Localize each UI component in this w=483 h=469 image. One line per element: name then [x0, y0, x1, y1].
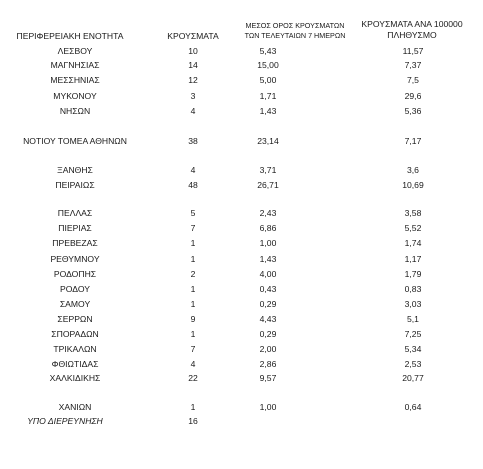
case-count: 7	[190, 344, 196, 354]
region-name: ΜΥΚΟΝΟΥ	[53, 91, 97, 101]
seven-day-average: 5,43	[259, 46, 277, 56]
region-name: ΣΕΡΡΩΝ	[57, 314, 93, 324]
table-row	[0, 164, 483, 176]
case-count: 1	[190, 299, 196, 309]
table-row	[0, 237, 483, 249]
seven-day-average: 1,00	[259, 238, 277, 248]
table-row	[0, 298, 483, 310]
table-row-under-investigation	[0, 415, 483, 427]
cases-per-100000: 3,58	[404, 208, 422, 218]
table-row	[0, 74, 483, 86]
case-count: 1	[190, 329, 196, 339]
header-region: ΠΕΡΙΦΕΡΕΙΑΚΗ ΕΝΟΤΗΤΑ	[16, 31, 124, 41]
region-name: ΤΡΙΚΑΛΩΝ	[53, 344, 97, 354]
header-cases-per-100000	[350, 19, 474, 41]
region-name: ΦΘΙΩΤΙΔΑΣ	[51, 359, 99, 369]
cases-per-100000: 7,37	[404, 60, 422, 70]
table-row	[0, 372, 483, 384]
region-name: ΝΟΤΙΟΥ ΤΟΜΕΑ ΑΘΗΝΩΝ	[23, 136, 127, 146]
header-seven-day-average-line1: ΜΕΣΟΣ ΟΡΟΣ ΚΡΟΥΣΜΑΤΩΝ	[245, 21, 345, 30]
case-count: 1	[190, 284, 196, 294]
table-row	[0, 179, 483, 191]
cases-per-100000: 2,53	[404, 359, 422, 369]
cases-per-100000: 1,79	[404, 269, 422, 279]
case-count: 1	[190, 238, 196, 248]
cases-per-100000: 3,03	[404, 299, 422, 309]
table-row	[0, 222, 483, 234]
region-name: ΠΕΛΛΑΣ	[57, 208, 93, 218]
cases-per-100000: 1,74	[404, 238, 422, 248]
seven-day-average: 4,00	[259, 269, 277, 279]
header-seven-day-average-line2: ΤΩΝ ΤΕΛΕΥΤΑΙΩΝ 7 ΗΜΕΡΩΝ	[244, 31, 346, 40]
cases-per-100000: 7,5	[407, 75, 419, 85]
seven-day-average: 9,57	[259, 373, 277, 383]
table-row	[0, 45, 483, 57]
table-row	[0, 358, 483, 370]
case-count: 48	[188, 180, 198, 190]
region-name: ΜΑΓΝΗΣΙΑΣ	[50, 60, 100, 70]
table-row	[0, 328, 483, 340]
seven-day-average: 0,29	[259, 329, 277, 339]
case-count: 5	[190, 208, 196, 218]
cases-per-100000: 7,17	[404, 136, 422, 146]
table-row	[0, 343, 483, 355]
seven-day-average: 2,00	[259, 344, 277, 354]
seven-day-average: 1,71	[259, 91, 277, 101]
region-name: ΡΟΔΟΠΗΣ	[53, 269, 97, 279]
header-seven-day-average	[230, 21, 360, 41]
case-count: 1	[190, 402, 196, 412]
cases-per-100000: 1,17	[404, 254, 422, 264]
seven-day-average: 2,86	[259, 359, 277, 369]
seven-day-average: 5,00	[259, 75, 277, 85]
cases-per-100000: 5,34	[404, 344, 422, 354]
header-cases: ΚΡΟΥΣΜΑΤΑ	[167, 31, 219, 41]
region-name: ΜΕΣΣΗΝΙΑΣ	[50, 75, 100, 85]
header-cases-per-100000-line2: ΠΛΗΘΥΣΜΟ	[387, 30, 437, 40]
seven-day-average: 6,86	[259, 223, 277, 233]
case-count: 4	[190, 106, 196, 116]
cases-per-100000: 3,6	[407, 165, 419, 175]
table-row	[0, 59, 483, 71]
seven-day-average: 1,43	[259, 106, 277, 116]
case-count: 7	[190, 223, 196, 233]
table-row	[0, 283, 483, 295]
table-row	[0, 135, 483, 147]
table-row	[0, 268, 483, 280]
region-name: ΝΗΣΩΝ	[59, 106, 91, 116]
cases-per-100000: 10,69	[402, 180, 424, 190]
cases-per-100000: 5,36	[404, 106, 422, 116]
cases-per-100000: 20,77	[402, 373, 424, 383]
seven-day-average: 1,43	[259, 254, 277, 264]
cases-per-100000: 7,25	[404, 329, 422, 339]
region-name: ΣΠΟΡΑΔΩΝ	[51, 329, 99, 339]
region-name: ΡΕΘΥΜΝΟΥ	[50, 254, 100, 264]
case-count: 2	[190, 269, 196, 279]
table-row	[0, 105, 483, 117]
case-count: 16	[188, 416, 198, 426]
case-count: 4	[190, 359, 196, 369]
case-count: 1	[190, 254, 196, 264]
case-count: 10	[188, 46, 198, 56]
table-row	[0, 313, 483, 325]
case-count: 12	[188, 75, 198, 85]
seven-day-average: 26,71	[257, 180, 279, 190]
table-row	[0, 90, 483, 102]
seven-day-average: 0,43	[259, 284, 277, 294]
table-row	[0, 253, 483, 265]
region-name: ΧΑΛΚΙΔΙΚΗΣ	[49, 373, 101, 383]
header-cases-per-100000-line1: ΚΡΟΥΣΜΑΤΑ ΑΝΑ 100000	[361, 19, 463, 29]
seven-day-average: 1,00	[259, 402, 277, 412]
region-name: ΧΑΝΙΩΝ	[58, 402, 92, 412]
region-name: ΠΕΙΡΑΙΩΣ	[55, 180, 95, 190]
region-name: ΠΙΕΡΙΑΣ	[58, 223, 92, 233]
seven-day-average: 3,71	[259, 165, 277, 175]
seven-day-average: 4,43	[259, 314, 277, 324]
case-count: 9	[190, 314, 196, 324]
cases-per-100000: 5,1	[407, 314, 419, 324]
table-row	[0, 401, 483, 413]
case-count: 22	[188, 373, 198, 383]
table-row	[0, 207, 483, 219]
seven-day-average: 15,00	[257, 60, 279, 70]
region-name: ΣΑΜΟΥ	[59, 299, 91, 309]
case-count: 14	[188, 60, 198, 70]
cases-per-100000: 0,64	[404, 402, 422, 412]
region-name: ΛΕΣΒΟΥ	[57, 46, 93, 56]
region-name: ΡΟΔΟΥ	[60, 284, 90, 294]
seven-day-average: 2,43	[259, 208, 277, 218]
case-count: 4	[190, 165, 196, 175]
seven-day-average: 0,29	[259, 299, 277, 309]
seven-day-average: 23,14	[257, 136, 279, 146]
region-name: ΞΑΝΘΗΣ	[57, 165, 93, 175]
region-name: ΠΡΕΒΕΖΑΣ	[52, 238, 98, 248]
case-count: 38	[188, 136, 198, 146]
region-name: ΥΠΟ ΔΙΕΡΕΥΝΗΣΗ	[27, 416, 103, 426]
cases-per-100000: 5,52	[404, 223, 422, 233]
cases-per-100000: 29,6	[404, 91, 422, 101]
cases-per-100000: 0,83	[404, 284, 422, 294]
cases-per-100000: 11,57	[402, 46, 424, 56]
case-count: 3	[190, 91, 196, 101]
